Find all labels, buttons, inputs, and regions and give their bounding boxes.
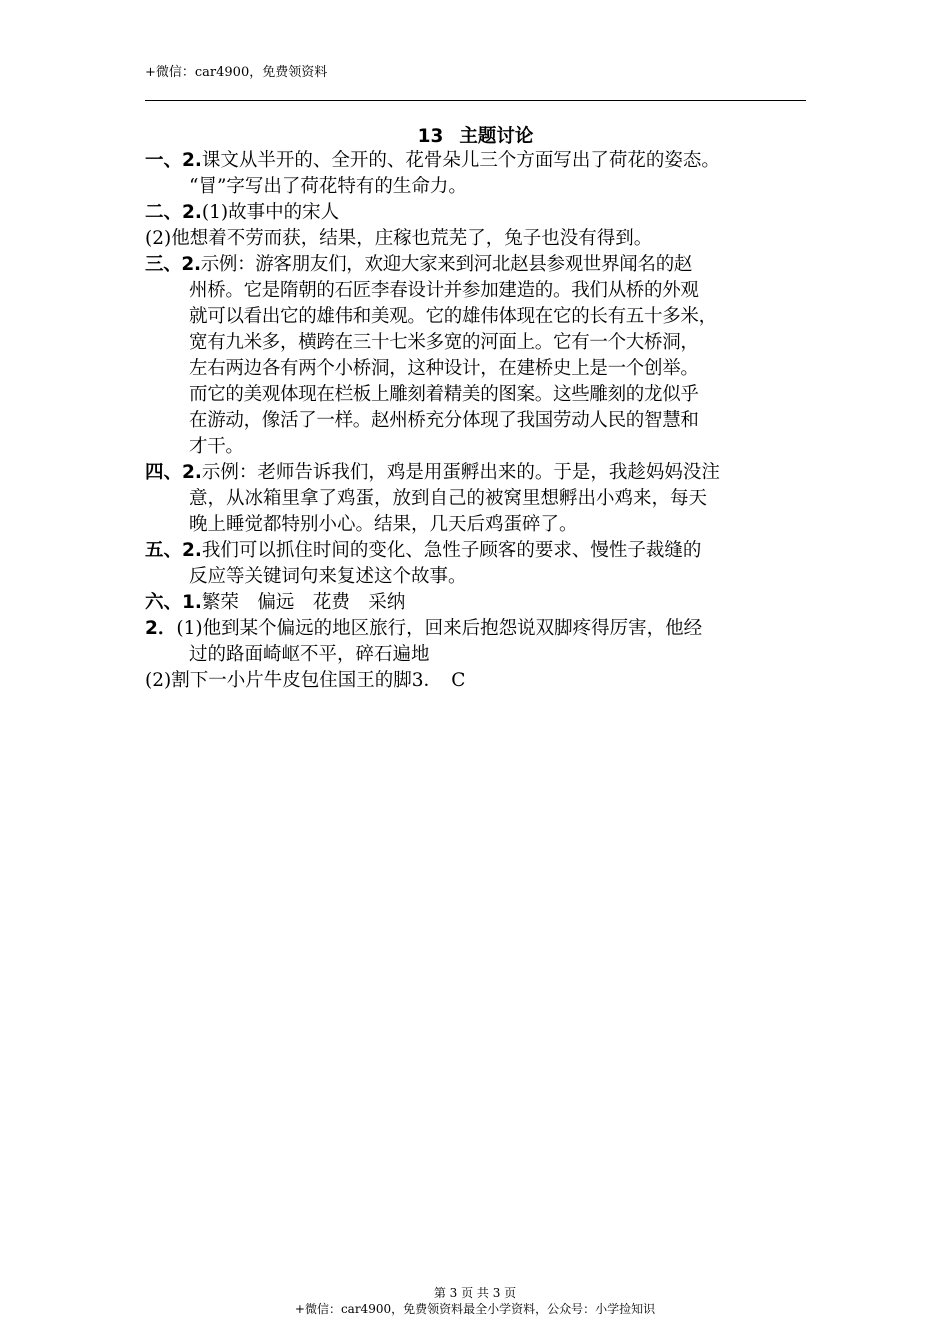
footer-note: +微信：car4900，免费领资料最全小学资料，公众号：小学捡知识 xyxy=(294,1302,656,1316)
answer-line xyxy=(145,226,813,252)
title-number: 13 xyxy=(417,126,444,147)
header-note: +微信：car4900，免费领资料 xyxy=(145,65,328,80)
answer-text: 我们可以抓住时间的变化、急性子顾客的要求、慢性子裁缝的 xyxy=(201,540,702,561)
answer-line xyxy=(145,330,813,356)
answer-item xyxy=(145,668,813,694)
title-text: 主题讨论 xyxy=(459,126,534,147)
question-marker: 三、2. xyxy=(145,254,201,275)
answer-text: 意，从冰箱里拿了鸡蛋，放到自己的被窝里想孵出小鸡来，每天 xyxy=(189,488,708,509)
answer-list xyxy=(145,148,813,694)
answer-text: 示例：老师告诉我们，鸡是用蛋孵出来的。于是，我趁妈妈没注 xyxy=(201,462,720,483)
answer-text: 繁荣 偏远 花费 采纳 xyxy=(201,592,406,613)
question-marker: 四、2. xyxy=(145,462,202,483)
answer-item xyxy=(145,148,813,200)
answer-line xyxy=(145,252,813,278)
header-divider xyxy=(145,100,806,101)
answer-text: 宽有九米多，横跨在三十七米多宽的河面上。它有一个大桥洞， xyxy=(189,332,699,353)
answer-text: “冒”字写出了荷花特有的生命力。 xyxy=(189,176,467,197)
answer-text: 在游动，像活了一样。赵州桥充分体现了我国劳动人民的智慧和 xyxy=(189,410,699,431)
answer-line xyxy=(145,460,813,486)
question-marker: 五、2. xyxy=(145,540,202,561)
answer-line xyxy=(145,668,813,694)
answer-text: (2)割下一小片牛皮包住国王的脚3． C xyxy=(145,670,466,691)
answer-line xyxy=(145,356,813,382)
answer-line xyxy=(145,148,813,174)
question-marker: 2． xyxy=(145,618,177,639)
answer-text: 才干。 xyxy=(189,436,244,457)
answer-line xyxy=(145,408,813,434)
answer-text: 晚上睡觉都特别小心。结果，几天后鸡蛋碎了。 xyxy=(189,514,578,535)
page-number: 第 3 页 共 3 页 xyxy=(433,1286,517,1300)
answer-text: 示例：游客朋友们，欢迎大家来到河北赵县参观世界闻名的赵 xyxy=(200,254,693,275)
answer-line xyxy=(145,538,813,564)
answer-text: (2)他想着不劳而获，结果，庄稼也荒芜了，兔子也没有得到。 xyxy=(145,228,653,249)
answer-item xyxy=(145,590,813,616)
question-marker: 二、2. xyxy=(145,202,202,223)
page-title xyxy=(145,124,806,150)
answer-text: (1)故事中的宋人 xyxy=(201,202,340,223)
answer-line xyxy=(145,174,813,200)
answer-line xyxy=(145,564,813,590)
answer-item xyxy=(145,538,813,590)
answer-text: 课文从半开的、全开的、花骨朵儿三个方面写出了荷花的姿态。 xyxy=(201,150,720,171)
answer-text: 州桥。它是隋朝的石匠李春设计并参加建造的。我们从桥的外观 xyxy=(189,280,699,301)
answer-line xyxy=(145,304,813,330)
answer-line xyxy=(145,512,813,538)
question-marker: 一、2. xyxy=(145,150,202,171)
answer-line xyxy=(145,590,813,616)
answer-text: 就可以看出它的雄伟和美观。它的雄伟体现在它的长有五十多米， xyxy=(189,306,717,327)
answer-item xyxy=(145,252,813,460)
answer-line xyxy=(145,200,813,226)
answer-item xyxy=(145,200,813,226)
answer-line xyxy=(145,616,813,642)
question-marker: 六、1. xyxy=(145,592,202,613)
answer-text: 而它的美观体现在栏板上雕刻着精美的图案。这些雕刻的龙似乎 xyxy=(189,384,699,405)
answer-text: 反应等关键词句来复述这个故事。 xyxy=(189,566,467,587)
answer-line xyxy=(145,278,813,304)
answer-line xyxy=(145,434,813,460)
answer-item xyxy=(145,616,813,668)
answer-text: 过的路面崎岖不平，碎石遍地 xyxy=(189,644,430,665)
answer-item xyxy=(145,460,813,538)
answer-text: 左右两边各有两个小桥洞，这种设计，在建桥史上是一个创举。 xyxy=(189,358,699,379)
answer-line xyxy=(145,642,813,668)
answer-line xyxy=(145,382,813,408)
answer-text: (1)他到某个偏远的地区旅行，回来后抱怨说双脚疼得厉害，他经 xyxy=(176,618,703,639)
answer-item xyxy=(145,226,813,252)
answer-line xyxy=(145,486,813,512)
